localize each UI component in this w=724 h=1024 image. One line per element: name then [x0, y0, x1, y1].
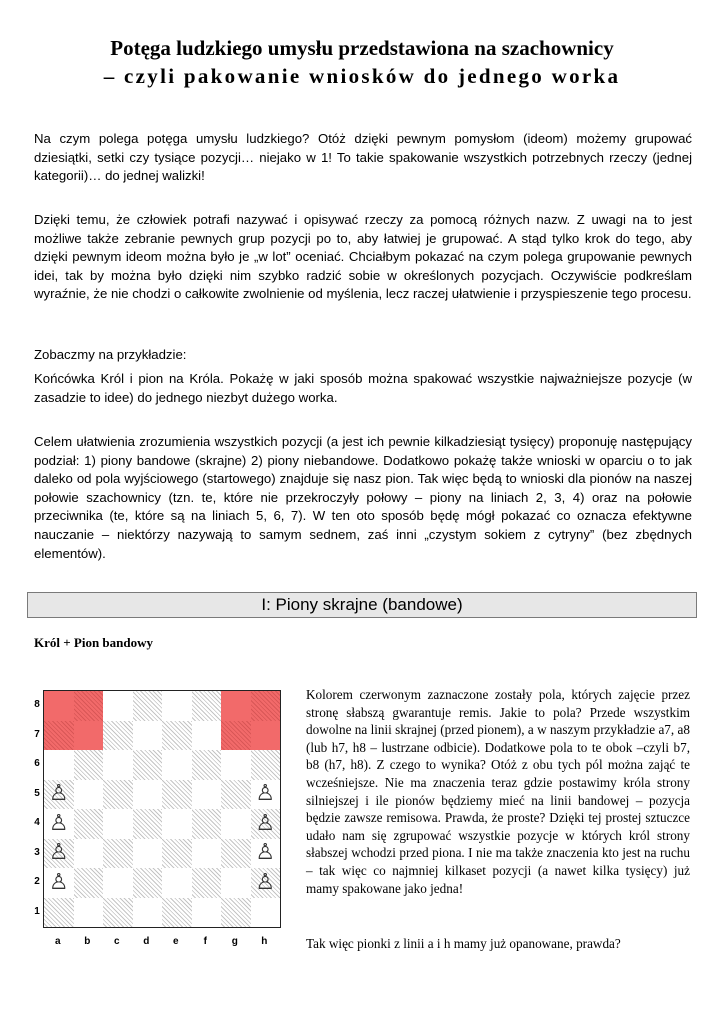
square-f1: [192, 898, 222, 928]
square-c5: [103, 780, 133, 810]
square-a3: [44, 839, 74, 869]
square-e3: [162, 839, 192, 869]
white-pawn-icon: ♙: [255, 840, 276, 866]
square-c4: [103, 809, 133, 839]
file-label: g: [231, 936, 238, 947]
square-e7: [162, 721, 192, 751]
rank-label: 6: [34, 758, 40, 769]
file-label: a: [54, 936, 61, 947]
square-d8: [133, 691, 163, 721]
white-pawn-icon: ♙: [48, 781, 69, 807]
square-a4: [44, 809, 74, 839]
square-c1: [103, 898, 133, 928]
square-d3: [133, 839, 163, 869]
rank-label: 7: [34, 728, 40, 740]
square-b6: [74, 750, 104, 780]
square-a2: [44, 868, 74, 898]
square-f3: [192, 839, 222, 869]
square-d4: [133, 809, 163, 839]
chessboard: [43, 690, 281, 928]
square-a5: [44, 780, 74, 810]
square-b1: [74, 898, 104, 928]
closing-question: Tak więc pionki z linii a i h mamy już opanowane, prawda?: [306, 936, 621, 951]
square-f4: [192, 809, 222, 839]
rank-label: 5: [34, 787, 40, 799]
square-b5: [74, 780, 104, 810]
square-b3: [74, 839, 104, 869]
square-h1: [251, 898, 281, 928]
square-g2: [221, 868, 251, 898]
square-e6: [162, 750, 192, 780]
square-e2: [162, 868, 192, 898]
square-e5: [162, 780, 192, 810]
square-h4: [251, 809, 281, 839]
square-d5: [133, 780, 163, 810]
rank-label: 1: [34, 905, 40, 917]
square-f2: [192, 868, 222, 898]
square-b2: [74, 868, 104, 898]
rank-label: 8: [34, 699, 40, 710]
title-line-1: Potęga ludzkiego umysłu przedstawiona na szachownicy: [110, 36, 614, 60]
square-b4: [74, 809, 104, 839]
board-description: Kolorem czerwonym zaznaczone zostały pola, których zajęcie przez stronę słabszą gwarantuje remis. Jakie to pola? Przede wszystkim dowolne na linii skrajnej (przed pionem), a w naszym przykładzie a7, a8 (lub h7, h8 – lustrzane odbicie). Dodatkowe pola to te obok –czyli b7, b8 (h7, h8). Z czego to wynika? Otóż z obu tych pól można zająć te wcześniejsze. Nie ma znaczenia teraz gdzie postawimy króla strony silniejszej i ile pionów będziemy mieć na linii bandowej – pozycja będzie zawsze remisowa. Prawda, że proste? Dzięki tej prostej sztuczce udało nam się zgrupować wszystkie pozycje w których król strony słabszej wchodzi przed piona. I nie ma także znaczenia kto jest na ruchu – tak więc co najmniej kilkaset pozycji (a nawet kilka tysięcy) już mamy spakowane jako jedna!: [306, 687, 690, 896]
square-d7: [133, 721, 163, 751]
square-c6: [103, 750, 133, 780]
paragraph-endgame: Końcówka Król i pion na Króla. Pokażę w jaki sposób można spakować wszystkie najważniejsze pozycje (w zasadzie to idee) do jednego niezbyt dużego worka.: [34, 371, 692, 405]
square-d2: [133, 868, 163, 898]
paragraph-naming: Dzięki temu, że człowiek potrafi nazywać i opisywać rzeczy za pomocą różnych nazw. Z uwagi na to jest możliwe także zebranie pewnych grup pozycji po to, aby łatwiej je grupować. A stąd tylko krok do tego, aby dzięki pewnym ideom można było je „w lot” oceniać. Chciałbym pokazać na czym polega grupowanie pewnych idei, tak by można było dzięki nim szybko radzić sobie w określonych pozycjach. Oczywiście podkreślam wyraźnie, że nie chodzi o całkowite zwolnienie od myślenia, lecz raczej ułatwienie i przyspieszenie tego procesu.: [34, 212, 692, 302]
square-d6: [133, 750, 163, 780]
subheading: Król + Pion bandowy: [34, 635, 154, 650]
title-line-2: – czyli pakowanie wniosków do jednego worka: [103, 64, 621, 88]
white-pawn-icon: ♙: [255, 810, 276, 836]
square-g7: [221, 721, 251, 751]
square-h8: [251, 691, 281, 721]
square-h6: [251, 750, 281, 780]
file-label: c: [113, 936, 120, 947]
square-e1: [162, 898, 192, 928]
square-f8: [192, 691, 222, 721]
paragraph-intro: Na czym polega potęga umysłu ludzkiego? Otóż dzięki pewnym pomysłom (ideom) możemy grupować dziesiątki, setki czy tysiące pozycji… niejako w 1! To takie spakowanie wszystkich potrzebnych rzeczy (jednej kategorii)… do jednej walizki!: [34, 131, 692, 184]
square-c7: [103, 721, 133, 751]
square-g6: [221, 750, 251, 780]
section-heading: I: Piony skrajne (bandowe): [27, 592, 697, 618]
square-a7: [44, 721, 74, 751]
square-f6: [192, 750, 222, 780]
white-pawn-icon: ♙: [48, 810, 69, 836]
square-a8: [44, 691, 74, 721]
square-g1: [221, 898, 251, 928]
square-b8: [74, 691, 104, 721]
white-pawn-icon: ♙: [255, 781, 276, 807]
square-f7: [192, 721, 222, 751]
square-g3: [221, 839, 251, 869]
square-h2: [251, 868, 281, 898]
file-label: h: [261, 936, 268, 947]
square-c2: [103, 868, 133, 898]
square-h3: [251, 839, 281, 869]
page-title: [20, 34, 704, 90]
paragraph-example-lead: Zobaczmy na przykładzie:: [34, 347, 187, 362]
file-label: e: [172, 936, 179, 947]
white-pawn-icon: ♙: [48, 840, 69, 866]
file-label: d: [143, 936, 150, 947]
square-f5: [192, 780, 222, 810]
file-label: f: [203, 936, 207, 947]
rank-label: 2: [34, 876, 40, 887]
square-h5: [251, 780, 281, 810]
rank-label: 3: [34, 846, 40, 858]
square-a6: [44, 750, 74, 780]
square-b7: [74, 721, 104, 751]
square-e4: [162, 809, 192, 839]
square-d1: [133, 898, 163, 928]
paragraph-division: Celem ułatwienia zrozumienia wszystkich pozycji (a jest ich pewnie kilkadziesiąt tysięcy) proponuję następujący podział: 1) piony bandowe (skrajne) 2) piony niebandowe. Dodatkowo pokażę także wnioski w oparciu o to jak daleko od pola wyjściowego (startowego) znajduje się nasz pion. Tak więc będą to wnioski dla pionów na naszej połowie szachownicy (tzn. te, które nie przekroczyły połowy – piony na liniach 2, 3, 4) oraz na połowie przeciwnika (te, które są na liniach 5, 6, 7). W ten oto sposób będę mógł pokazać co oznacza efektywne nauczanie – niektórzy nazywają to samym sednem, zaś inni „czystym sokiem z cytryny” (bez zbędnych elementów).: [34, 434, 692, 561]
rank-label: 4: [34, 817, 40, 828]
square-g4: [221, 809, 251, 839]
square-c3: [103, 839, 133, 869]
square-g5: [221, 780, 251, 810]
white-pawn-icon: ♙: [48, 869, 69, 895]
square-e8: [162, 691, 192, 721]
square-a1: [44, 898, 74, 928]
square-g8: [221, 691, 251, 721]
square-h7: [251, 721, 281, 751]
file-label: b: [84, 936, 91, 947]
white-pawn-icon: ♙: [255, 869, 276, 895]
square-c8: [103, 691, 133, 721]
